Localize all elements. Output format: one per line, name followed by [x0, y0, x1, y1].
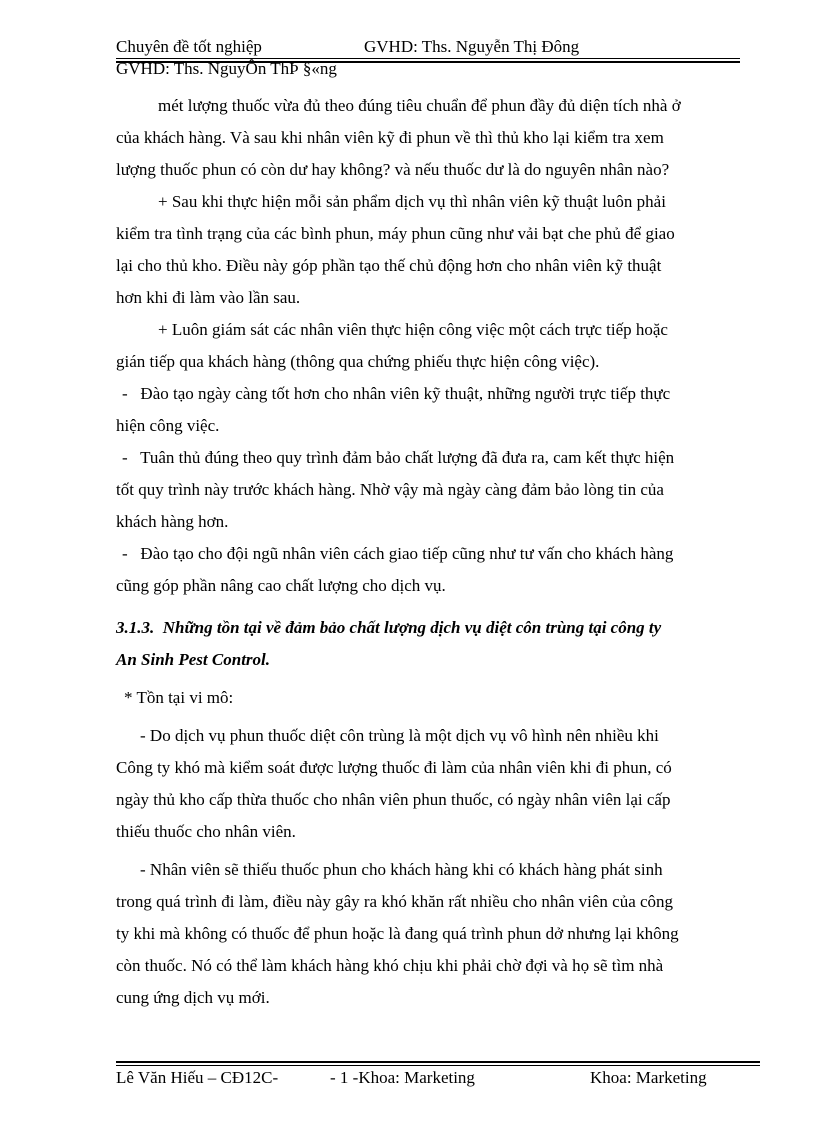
paragraph-line: + Luôn giám sát các nhân viên thực hiện công việc một cách trực tiếp hoặc — [158, 320, 668, 339]
paragraph-line: ngày thủ kho cấp thừa thuốc cho nhân viên phun thuốc, có ngày nhân viên lại cấp — [116, 790, 671, 809]
list-item-line: - Tuân thủ đúng theo quy trình đảm bảo chất lượng đã đưa ra, cam kết thực hiện — [122, 448, 675, 467]
list-item-line: - Đào tạo cho đội ngũ nhân viên cách giao tiếp cũng như tư vấn cho khách hàng — [122, 544, 674, 563]
header-advisor-legacy: GVHD: Ths. NguyÔn ThÞ §«ng — [116, 59, 337, 78]
paragraph-line: mét lượng thuốc vừa đủ theo đúng tiêu chuẩn để phun đầy đủ diện tích nhà ở — [158, 96, 681, 115]
header-advisor: GVHD: Ths. Nguyễn Thị Đông — [364, 37, 580, 56]
paragraph-line: cung ứng dịch vụ mới. — [116, 988, 270, 1007]
paragraph-line: của khách hàng. Và sau khi nhân viên kỹ đi phun về thì thủ kho lại kiểm tra xem — [116, 128, 664, 147]
paragraph-line: tốt quy trình này trước khách hàng. Nhờ vậy mà ngày càng đảm bảo lòng tin của — [116, 480, 664, 499]
header-title: Chuyên đề tốt nghiệp — [116, 37, 262, 56]
list-item-line: - Đào tạo ngày càng tốt hơn cho nhân viên kỹ thuật, những người trực tiếp thực — [122, 384, 671, 403]
paragraph-line: + Sau khi thực hiện mỗi sản phẩm dịch vụ thì nhân viên kỹ thuật luôn phải — [158, 192, 666, 211]
paragraph-line: - Nhân viên sẽ thiếu thuốc phun cho khách hàng khi có khách hàng phát sinh — [140, 860, 663, 879]
paragraph-line: khách hàng hơn. — [116, 512, 229, 531]
paragraph-line: cũng góp phần nâng cao chất lượng cho dịch vụ. — [116, 576, 446, 595]
paragraph-line: ty khi mà không có thuốc để phun hoặc là đang quá trình phun dở nhưng lại không — [116, 924, 679, 943]
footer-page-number: - 1 -Khoa: Marketing — [330, 1068, 475, 1087]
paragraph-line: trong quá trình đi làm, điều này gây ra khó khăn rất nhiều cho nhân viên của công — [116, 892, 674, 911]
section-heading: 3.1.3. Những tồn tại về đảm bảo chất lượng dịch vụ diệt côn trùng tại công ty — [116, 618, 662, 637]
paragraph-line: hiện công việc. — [116, 416, 220, 435]
paragraph-line: hơn khi đi làm vào lần sau. — [116, 288, 301, 307]
body-text — [116, 90, 752, 1014]
page-header — [116, 36, 746, 58]
paragraph-line: lượng thuốc phun có còn dư hay không? và nếu thuốc dư là do nguyên nhân nào? — [116, 160, 670, 179]
footer-department: Khoa: Marketing — [590, 1068, 707, 1087]
paragraph-line: Công ty khó mà kiểm soát được lượng thuốc đi làm của nhân viên khi đi phun, có — [116, 758, 672, 777]
footer-rule — [116, 1061, 760, 1063]
subsection-label: * Tồn tại vi mô: — [124, 688, 234, 707]
paragraph-line: còn thuốc. Nó có thể làm khách hàng khó chịu khi phải chờ đợi và họ sẽ tìm nhà — [116, 956, 664, 975]
paragraph-line: lại cho thủ kho. Điều này góp phần tạo thế chủ động hơn cho nhân viên kỹ thuật — [116, 256, 662, 275]
page-footer — [116, 1066, 756, 1090]
paragraph-line: - Do dịch vụ phun thuốc diệt côn trùng là một dịch vụ vô hình nên nhiều khi — [140, 726, 659, 745]
footer-author: Lê Văn Hiếu – CĐ12C- — [116, 1068, 279, 1087]
section-heading: An Sinh Pest Control. — [116, 650, 271, 669]
paragraph-line: gián tiếp qua khách hàng (thông qua chứng phiếu thực hiện công việc). — [116, 352, 600, 371]
paragraph-line: kiểm tra tình trạng của các bình phun, máy phun cũng như vải bạt che phủ để giao — [116, 224, 675, 243]
paragraph-line: thiếu thuốc cho nhân viên. — [116, 822, 296, 841]
